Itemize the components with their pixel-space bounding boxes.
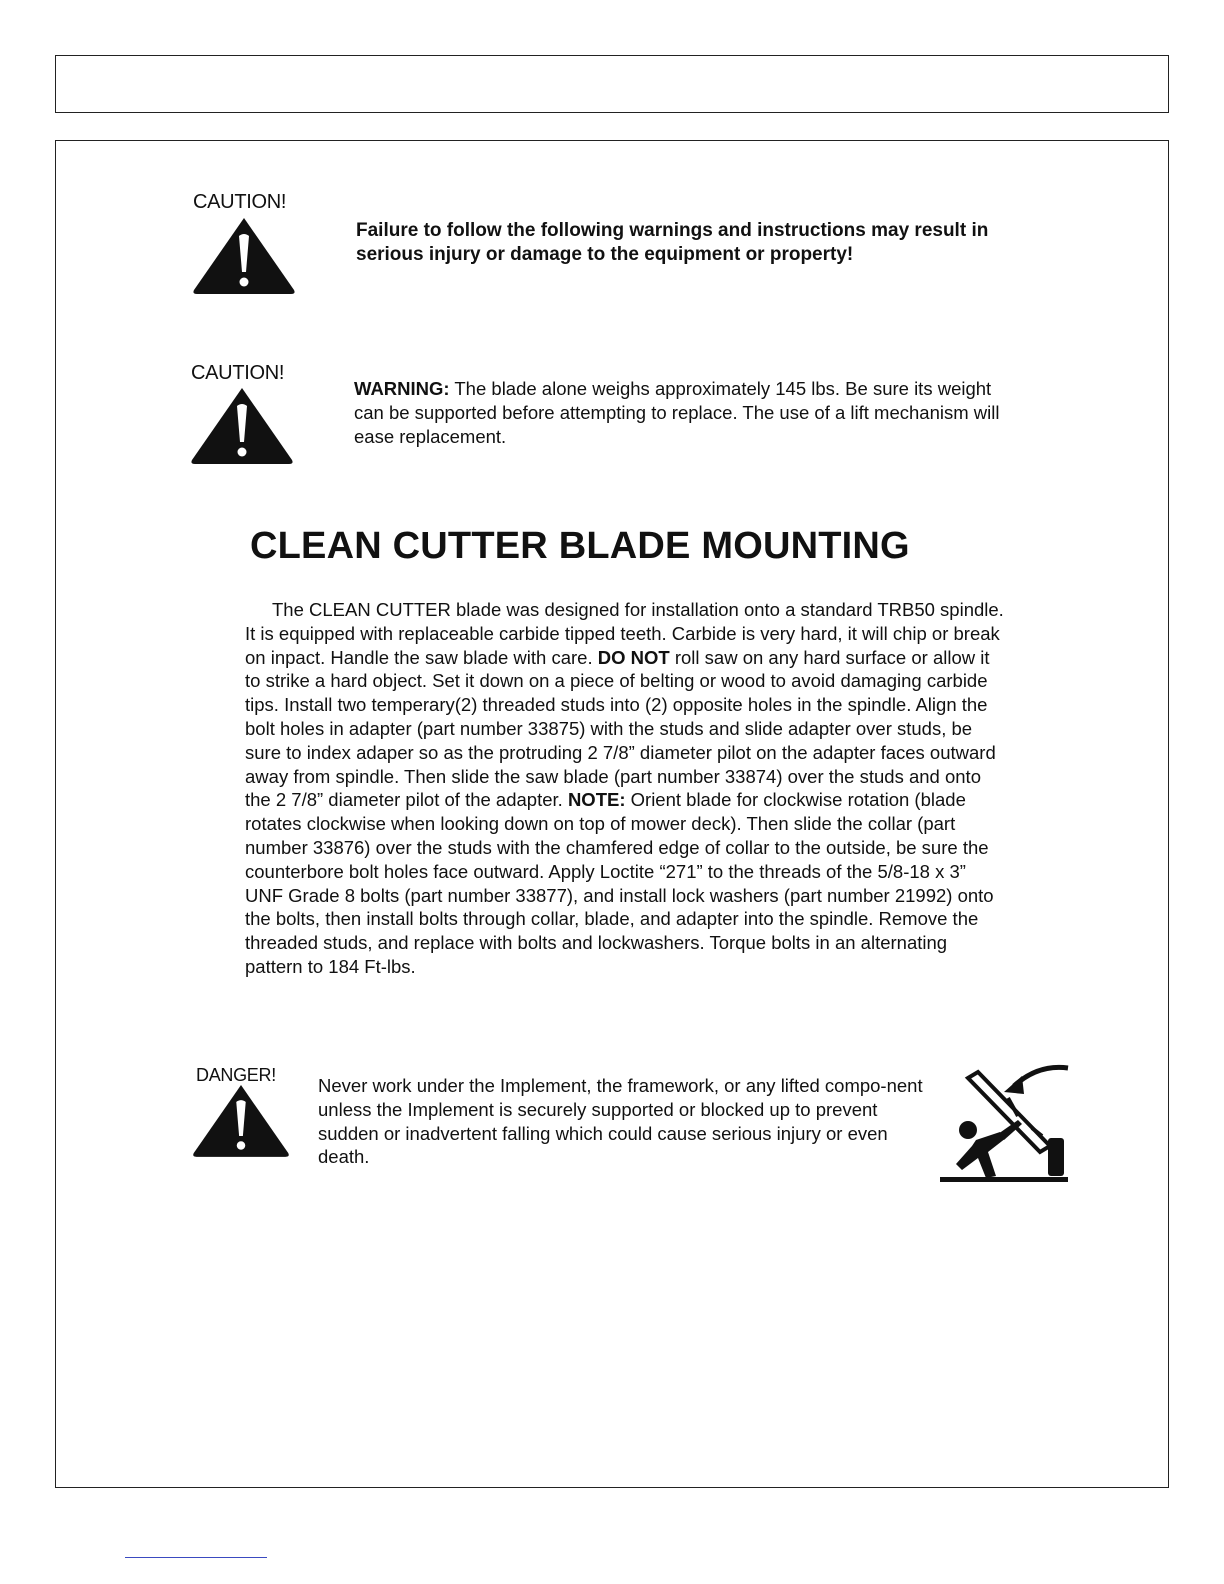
do-not-emphasis: DO NOT (597, 646, 670, 668)
header-box (55, 55, 1169, 113)
page-title: CLEAN CUTTER BLADE MOUNTING (250, 525, 910, 567)
caution-label-1: CAUTION! (193, 191, 287, 213)
danger-label: DANGER! (196, 1065, 276, 1085)
caution-label-2: CAUTION! (191, 362, 285, 384)
body-part-1: The CLEAN CUTTER blade was designed for installation onto a standard TRB50 spindle. It is equipped with replaceable carbide tipped teeth. Carbide is very hard, it will chip or break on inpact. Handle the saw blade with care. (245, 599, 1004, 668)
instructions-paragraph (245, 598, 1009, 979)
warning-triangle-icon (190, 214, 298, 296)
warning-text: The blade alone weighs approximately 145 lbs. Be sure its weight can be supported before attempting to replace. The use of a lift mechanism will ease replacement. (354, 378, 1000, 447)
danger-text: Never work under the Implement, the framework, or any lifted compo-nent unless the Implement is securely supported or blocked up to prevent sudden or inadvertent falling which could cause serious injury or even death. (318, 1075, 923, 1168)
body-part-3: Orient blade for clockwise rotation (blade rotates clockwise when looking down on top of mower deck). Then slide the collar (part number 33876) over the studs with the chamfered edge of collar to the outside, be sure the counterbore bolt holes face outward. Apply Loctite “271” to the threads of the 5/8-18 x 3” UNF Grade 8 bolts (part number 33877), and install lock washers (part number 21992) onto the bolts, then install bolts through collar, blade, and adapter into the spindle. Remove the threaded studs, and replace with bolts and lockwashers. Torque bolts in an alternating pattern to 184 Ft-lbs. (245, 789, 994, 977)
body-part-2: roll saw on any hard surface or allow it to strike a hard object. Set it down on a piece of belting or wood to avoid damaging carbide tips. Install two temperary(2) threaded studs into (2) opposite holes in the spindle. Align the bolt holes in adapter (part number 33875) with the studs and slide adapter over studs, be sure to index adaper so as the protruding 2 7/8” diameter pilot on the adapter faces outward away from spindle. Then slide the saw blade (part number 33874) over the studs and onto the 2 7/8” diameter pilot of the adapter. (245, 646, 996, 811)
footer-link-underline (125, 1557, 267, 1558)
caution-text-1: Failure to follow the following warnings and instructions may result in serious injury or damage to the equipment or property! (356, 220, 989, 265)
warning-label: WARNING: (354, 378, 450, 399)
warning-triangle-icon (188, 384, 296, 466)
note-emphasis: NOTE: (567, 789, 626, 811)
caution-text-2 (354, 377, 1014, 448)
crush-hazard-icon (938, 1060, 1070, 1184)
warning-triangle-icon (190, 1080, 292, 1160)
